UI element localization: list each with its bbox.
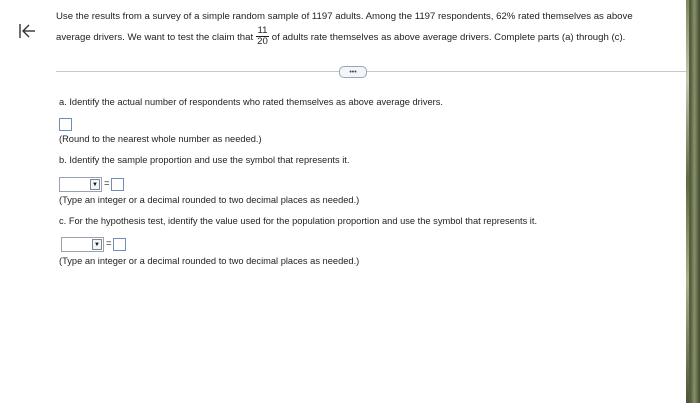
part-a-question: a. Identify the actual number of respondents who rated themselves as above average drivers.	[59, 97, 443, 107]
problem-text-line2	[56, 27, 625, 48]
part-b-symbol-select[interactable]	[59, 177, 102, 192]
expand-more-button[interactable]: •••	[339, 66, 367, 78]
part-c-question: c. For the hypothesis test, identify the value used for the population proportion and use the symbol that represents it.	[59, 216, 538, 226]
dropdown-caret-icon: ▼	[90, 179, 100, 190]
part-c-answer-input[interactable]	[113, 238, 126, 251]
part-c-equals: =	[106, 238, 112, 249]
claim-fraction	[256, 26, 269, 47]
back-arrow-icon	[18, 23, 36, 39]
problem-statement	[56, 10, 656, 47]
fraction-denominator: 20	[257, 36, 268, 47]
part-b-equals: =	[104, 178, 110, 189]
section-divider	[56, 71, 696, 72]
problem-text-line1: Use the results from a survey of a simple random sample of 1197 adults. Among the 1197 respondents, 62% rated themselves as above	[56, 11, 633, 22]
back-button[interactable]	[14, 18, 40, 44]
part-c-symbol-select[interactable]	[61, 237, 104, 252]
part-a-answer-input[interactable]	[59, 118, 72, 131]
part-c-hint: (Type an integer or a decimal rounded to two decimal places as needed.)	[59, 256, 360, 266]
part-b-answer-input[interactable]	[111, 178, 124, 191]
problem-text-before-fraction: average drivers. We want to test the claim that	[56, 32, 254, 43]
part-b-question: b. Identify the sample proportion and use the symbol that represents it.	[59, 155, 350, 165]
problem-text-after-fraction: of adults rate themselves as above average drivers. Complete parts (a) through (c).	[271, 32, 626, 43]
fraction-numerator: 11	[257, 25, 268, 36]
dropdown-caret-icon: ▼	[92, 239, 102, 250]
background-photo-strip	[686, 0, 700, 403]
part-a-hint: (Round to the nearest whole number as needed.)	[59, 134, 262, 144]
part-b-hint: (Type an integer or a decimal rounded to two decimal places as needed.)	[59, 195, 360, 205]
